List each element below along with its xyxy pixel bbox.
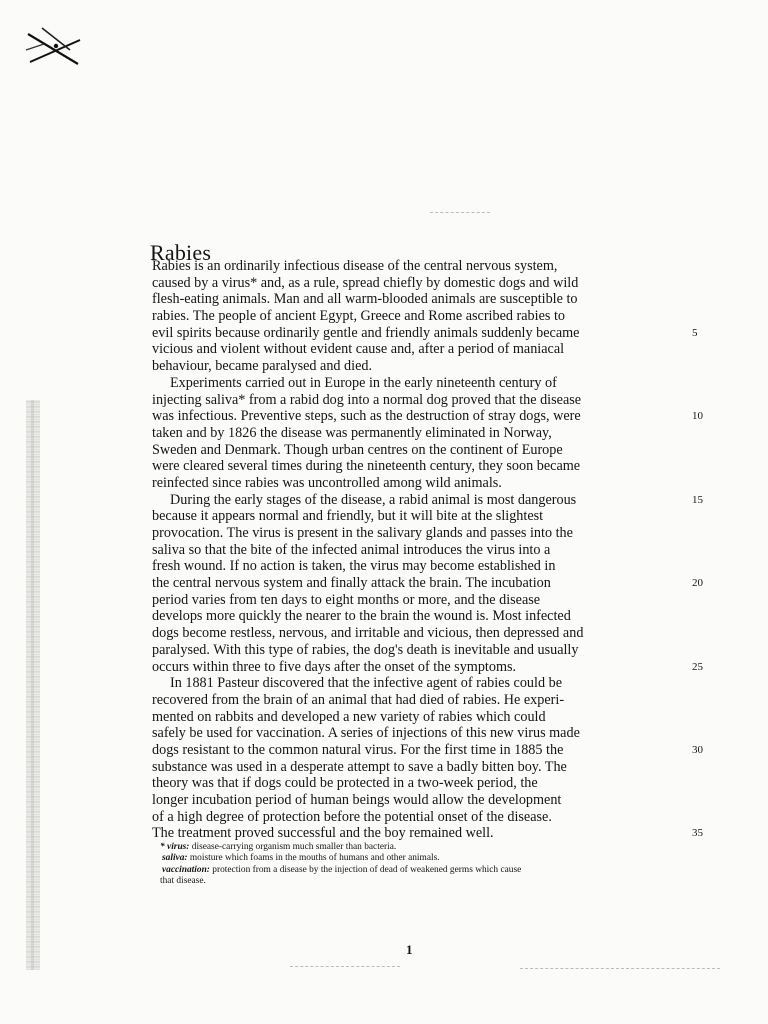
text-line: [152, 491, 703, 509]
line-text: the central nervous system and finally attack the brain. The incubation: [152, 575, 551, 592]
footnote-term: saliva:: [162, 853, 188, 864]
text-line: [152, 508, 692, 525]
body-text: [152, 258, 703, 842]
text-line: [152, 608, 692, 625]
line-text: injecting saliva* from a rabid dog into a normal dog proved that the disease: [152, 391, 582, 408]
line-text: flesh-eating animals. Man and all warm-blooded animals are susceptible to: [152, 291, 578, 308]
text-line: [152, 792, 692, 809]
footnote-definition: protection from a disease by the injection of dead of weakened germs which cause: [212, 864, 522, 875]
text-line: [152, 775, 692, 792]
line-text: In 1881 Pasteur discovered that the infective agent of rabies could be: [170, 675, 562, 692]
line-number: 10: [692, 410, 703, 423]
line-text: was infectious. Preventive steps, such as the destruction of stray dogs, were: [152, 408, 581, 425]
text-line: [152, 324, 698, 342]
text-line: [152, 442, 692, 459]
line-text: theory was that if dogs could be protected in a two-week period, the: [152, 775, 538, 792]
document-title: Rabies: [150, 239, 212, 265]
text-line: [152, 425, 692, 442]
line-number: 25: [692, 660, 703, 673]
text-line: [152, 291, 692, 308]
line-number: 30: [692, 743, 703, 756]
text-line: [152, 709, 692, 726]
line-text: because it appears normal and friendly, but it will bite at the slightest: [152, 508, 544, 525]
text-line: [152, 809, 692, 826]
line-text: Sweden and Denmark. Though urban centres on the continent of Europe: [152, 441, 563, 458]
page-number: 1: [406, 942, 413, 957]
text-line: [152, 642, 692, 659]
text-line: [152, 692, 692, 709]
scan-shadow-edge: [26, 400, 40, 970]
line-number: 5: [692, 326, 698, 339]
line-text: longer incubation period of human beings would allow the development: [152, 792, 562, 808]
footnotes: [160, 842, 680, 887]
line-text: safely be used for vaccination. A series of injections of this new virus made: [152, 725, 580, 742]
line-text: recovered from the brain of an animal that had died of rabies. He experi-: [152, 691, 565, 708]
line-text: substance was used in a desperate attempt to save a badly bitten boy. The: [152, 758, 567, 775]
line-text: The treatment proved successful and the boy remained well.: [152, 825, 494, 842]
footnote-term: vaccination:: [162, 864, 210, 875]
footnote-definition: moisture which foams in the mouths of humans and other animals.: [189, 853, 440, 864]
line-text: Rabies is an ordinarily infectious disease of the central nervous system,: [152, 258, 558, 274]
line-number: 20: [692, 577, 703, 590]
footnote: [160, 842, 680, 853]
line-text: of a high degree of protection before the potential onset of the disease.: [152, 808, 552, 825]
line-text: paralysed. With this type of rabies, the dog's death is inevitable and usually: [152, 641, 579, 658]
line-text: were cleared several times during the nineteenth century, they soon became: [152, 458, 581, 475]
text-line: [152, 341, 692, 358]
text-line: [152, 542, 692, 559]
line-text: fresh wound. If no action is taken, the virus may become established in: [152, 558, 556, 575]
line-text: dogs become restless, nervous, and irritable and vicious, then depressed and: [152, 625, 584, 642]
line-text: period varies from ten days to eight months or more, and the disease: [152, 591, 541, 608]
line-text: During the early stages of the disease, a rabid animal is most dangerous: [170, 491, 577, 508]
corner-scribble-icon: [20, 20, 90, 70]
footnote-continuation: that disease.: [160, 875, 206, 886]
text-line: [152, 408, 703, 425]
text-line: [152, 458, 692, 475]
line-text: rabies. The people of ancient Egypt, Greece and Rome ascribed rabies to: [152, 308, 565, 325]
line-text: behaviour, became paralysed and died.: [152, 358, 373, 375]
text-line: [152, 675, 692, 692]
scan-artifact-line: [290, 966, 400, 968]
text-line: [152, 275, 692, 292]
text-line: [152, 741, 703, 759]
line-text: provocation. The virus is present in the salivary glands and passes into the: [152, 525, 573, 541]
footnote-term: * virus:: [160, 842, 190, 852]
footnote: [160, 865, 680, 876]
text-line: [152, 725, 692, 742]
line-text: evil spirits because ordinarily gentle and friendly animals suddenly became: [152, 324, 580, 341]
text-line: [152, 258, 692, 275]
footnote: [160, 853, 680, 864]
line-text: saliva so that the bite of the infected animal introduces the virus into a: [152, 541, 551, 558]
text-line: [152, 592, 692, 609]
line-text: taken and by 1826 the disease was permanently eliminated in Norway,: [152, 424, 552, 441]
line-text: dogs resistant to the common natural virus. For the first time in 1885 the: [152, 741, 564, 758]
line-text: mented on rabbits and developed a new variety of rabies which could: [152, 708, 546, 725]
text-line: [152, 308, 692, 325]
line-text: caused by a virus* and, as a rule, spread chiefly by domestic dogs and wild: [152, 274, 579, 291]
text-line: [152, 392, 692, 409]
line-number: 15: [692, 493, 703, 506]
text-line: [152, 759, 692, 776]
text-line: [152, 475, 692, 492]
line-text: develops more quickly the nearer to the brain the wound is. Most infected: [152, 608, 571, 625]
text-line: [152, 358, 692, 375]
text-line: [152, 825, 703, 842]
line-text: occurs within three to five days after the onset of the symptoms.: [152, 658, 517, 675]
line-text: vicious and violent without evident cause and, after a period of maniacal: [152, 341, 565, 358]
line-number: 35: [692, 827, 703, 840]
footnote-definition: disease-carrying organism much smaller than bacteria.: [191, 842, 397, 852]
line-text: Experiments carried out in Europe in the early nineteenth century of: [170, 374, 557, 391]
text-line: [152, 625, 692, 642]
text-line: [152, 525, 692, 542]
text-line: [152, 375, 692, 392]
line-text: reinfected since rabies was uncontrolled among wild animals.: [152, 474, 502, 491]
text-line: [152, 575, 703, 592]
scan-artifact-line: [520, 968, 720, 970]
text-line: [152, 658, 703, 676]
text-line: [152, 558, 692, 575]
scan-artifact-line: [430, 212, 490, 214]
